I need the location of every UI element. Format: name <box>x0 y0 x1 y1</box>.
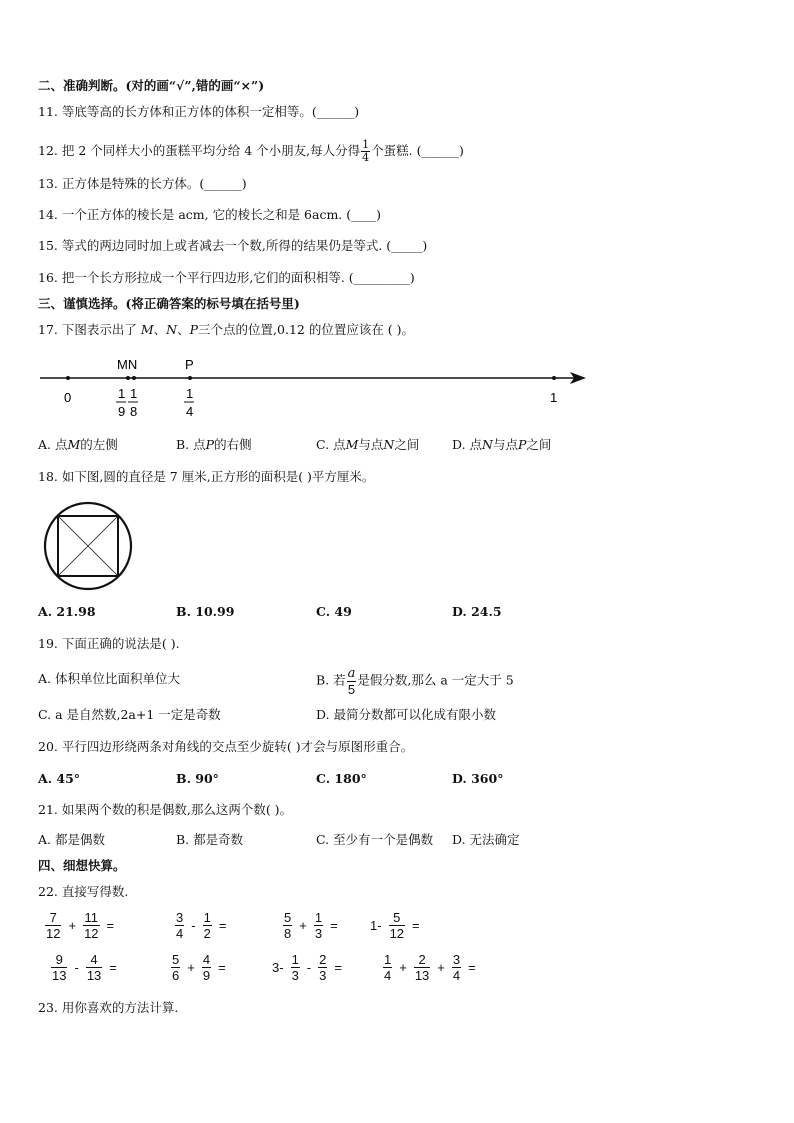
q19-option-a: A. 体积单位比面积单位大 <box>38 671 180 686</box>
q21-option-d: D. 无法确定 <box>452 832 520 847</box>
number-line-figure <box>30 352 600 427</box>
q20-option-c: C. 180° <box>316 771 367 786</box>
q12-fraction: $\frac{1}{4}$ <box>362 138 370 164</box>
question-18-stem: 18. 如下图,圆的直径是 7 厘米,正方形的面积是( )平方厘米。 <box>38 469 375 484</box>
label-one: 1 <box>550 390 558 405</box>
fracM-den: 9 <box>118 404 126 419</box>
question-17-stem: 17. 下图表示出了 M、N、P三个点的位置,0.12 的位置应该在 ( )。 <box>38 322 415 337</box>
question-23: 23. 用你喜欢的方法计算. <box>38 1000 179 1015</box>
question-19-stem: 19. 下面正确的说法是( ). <box>38 636 180 651</box>
section-2-title: 二、准确判断。(对的画“√”,错的画“×”) <box>38 78 265 93</box>
q18-option-a: A. 21.98 <box>38 604 96 619</box>
question-13: 13. 正方体是特殊的长方体。(______) <box>38 176 247 191</box>
section-3-title: 三、谨慎选择。(将正确答案的标号填在括号里) <box>38 296 300 311</box>
question-16: 16. 把一个长方形拉成一个平行四边形,它们的面积相等. (_________) <box>38 270 415 285</box>
fracP-den: 4 <box>186 404 194 419</box>
q17-option-a: A. 点M的左侧 <box>38 437 118 452</box>
fracN-den: 8 <box>130 404 138 419</box>
q20-option-a: A. 45° <box>38 771 81 786</box>
calc-1: $\frac{7}{12}$ + $\frac{11}{12}$ = <box>46 910 115 941</box>
q17-option-c: C. 点M与点N之间 <box>316 437 420 452</box>
calc-4: 1- $\frac{5}{12}$ = <box>370 910 420 941</box>
question-15: 15. 等式的两边同时加上或者减去一个数,所得的结果仍是等式. (_____) <box>38 238 428 253</box>
point-zero <box>66 376 70 380</box>
q21-option-a: A. 都是偶数 <box>38 832 105 847</box>
question-11: 11. 等底等高的长方体和正方体的体积一定相等。(______) <box>38 104 360 119</box>
q12-text-after: 个蛋糕. (______) <box>371 143 464 158</box>
question-12 <box>38 139 464 164</box>
q20-option-b: B. 90° <box>176 771 219 786</box>
fracP-num: 1 <box>186 386 194 401</box>
q21-option-b: B. 都是奇数 <box>176 832 244 847</box>
calc-6: $\frac{5}{6}$ + $\frac{4}{9}$ = <box>172 952 226 983</box>
q19-option-b: B. 若 $\frac{a}{5}$ 是假分数,那么 a 一定大于 5 <box>316 666 514 697</box>
q19-option-d: D. 最简分数都可以化成有限小数 <box>316 707 497 722</box>
question-22: 22. 直接写得数. <box>38 884 129 899</box>
label-P: P <box>185 357 194 372</box>
q18-option-b: B. 10.99 <box>176 604 235 619</box>
q17-option-b: B. 点P的右侧 <box>176 437 252 452</box>
q12-text-before: 12. 把 2 个同样大小的蛋糕平均分给 4 个小朋友,每人分得 <box>38 143 361 158</box>
point-P <box>188 376 192 380</box>
label-zero: 0 <box>64 390 72 405</box>
point-M <box>126 376 130 380</box>
calc-2: $\frac{3}{4}$ - $\frac{1}{2}$ = <box>176 910 227 941</box>
section-4-title: 四、细想快算。 <box>38 858 126 873</box>
question-21-stem: 21. 如果两个数的积是偶数,那么这两个数( )。 <box>38 802 293 817</box>
point-one <box>552 376 556 380</box>
point-N <box>132 376 136 380</box>
question-20-stem: 20. 平行四边形绕两条对角线的交点至少旋转( )才会与原图形重合。 <box>38 739 414 754</box>
calc-8: $\frac{1}{4}$ + $\frac{2}{13}$ + $\frac{3}{4}$ = <box>384 952 476 983</box>
fracN-num: 1 <box>130 386 138 401</box>
q20-option-d: D. 360° <box>452 771 504 786</box>
q19-option-c: C. a 是自然数,2a+1 一定是奇数 <box>38 707 221 722</box>
fracM-num: 1 <box>118 386 126 401</box>
q18-option-d: D. 24.5 <box>452 604 502 619</box>
question-14: 14. 一个正方体的棱长是 acm, 它的棱长之和是 6acm. (____) <box>38 207 382 222</box>
q17-option-d: D. 点N与点P之间 <box>452 437 552 452</box>
calc-3: $\frac{5}{8}$ + $\frac{1}{3}$ = <box>284 910 338 941</box>
q19-fraction: $\frac{a}{5}$ <box>347 666 356 697</box>
calc-5: $\frac{9}{13}$ - $\frac{4}{13}$ = <box>52 952 117 983</box>
label-MN: MN <box>117 357 138 372</box>
calc-7: 3- $\frac{1}{3}$ - $\frac{2}{3}$ = <box>272 952 342 983</box>
q21-option-c: C. 至少有一个是偶数 <box>316 832 434 847</box>
circle-square-figure <box>40 500 136 592</box>
q18-option-c: C. 49 <box>316 604 352 619</box>
